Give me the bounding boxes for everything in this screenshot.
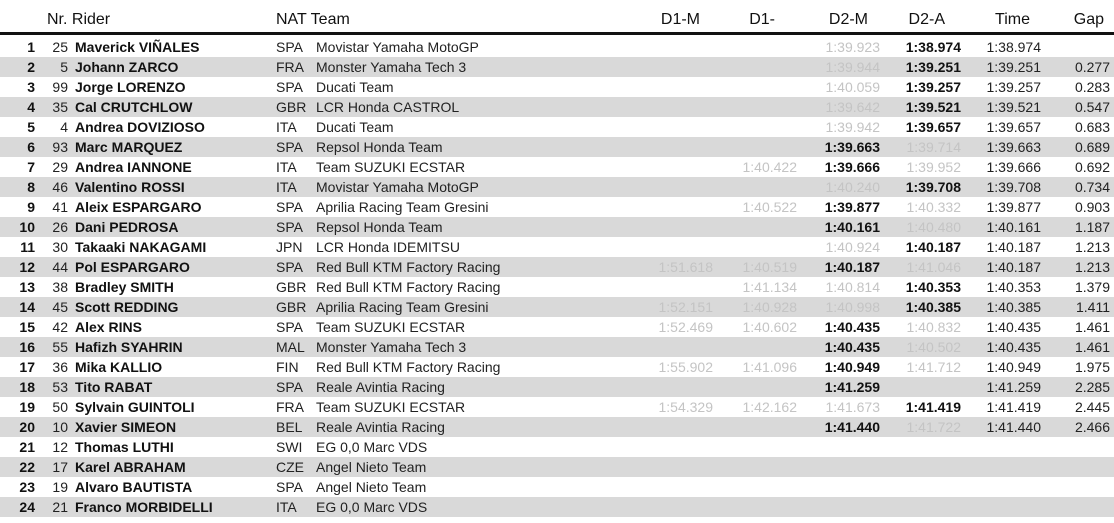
rider-number: 42 [52, 319, 68, 335]
table-row [0, 437, 1114, 457]
nationality: JPN [276, 239, 303, 255]
rider-number: 25 [52, 39, 68, 55]
d1-time: 1:41.096 [742, 359, 797, 375]
nationality: GBR [276, 299, 307, 315]
team-name: Red Bull KTM Factory Racing [316, 359, 501, 375]
rider-name: Sylvain GUINTOLI [75, 399, 195, 415]
d2a-time: 1:41.722 [906, 419, 961, 435]
header-time: Time [995, 11, 1030, 28]
gap: 0.903 [1074, 199, 1110, 215]
rider-number: 44 [52, 259, 68, 275]
best-time: 1:38.974 [986, 39, 1041, 55]
team-name: Repsol Honda Team [316, 219, 443, 235]
rider-name: Karel ABRAHAM [75, 459, 186, 475]
team-name: Angel Nieto Team [316, 459, 427, 475]
team-name: Angel Nieto Team [316, 479, 427, 495]
d1m-time: 1:51.618 [658, 259, 713, 275]
rider-name: Scott REDDING [75, 299, 179, 315]
position: 17 [19, 359, 35, 375]
d2m-time: 1:40.998 [825, 299, 880, 315]
best-time: 1:39.877 [986, 199, 1041, 215]
table-row [0, 237, 1114, 257]
gap: 0.283 [1074, 79, 1110, 95]
header-d1m: D1-M [660, 11, 700, 28]
d2m-time: 1:39.877 [824, 199, 880, 215]
header-d2a: D2-A [908, 11, 945, 28]
nationality: SPA [276, 319, 303, 335]
position: 14 [19, 299, 35, 315]
d2a-time: 1:40.187 [905, 239, 961, 255]
position: 23 [19, 479, 35, 495]
d2m-time: 1:39.942 [825, 119, 880, 135]
team-name: LCR Honda CASTROL [316, 99, 460, 115]
d2a-time: 1:39.708 [905, 179, 961, 195]
nationality: CZE [276, 459, 304, 475]
nationality: ITA [276, 179, 297, 195]
rider-number: 4 [60, 119, 68, 135]
position: 8 [27, 179, 35, 195]
best-time: 1:40.187 [986, 239, 1041, 255]
rider-name: Mika KALLIO [75, 359, 163, 375]
position: 13 [19, 279, 35, 295]
gap: 0.277 [1074, 59, 1110, 75]
best-time: 1:40.161 [986, 219, 1041, 235]
best-time: 1:40.353 [986, 279, 1041, 295]
table-row [0, 417, 1114, 437]
rider-name: Xavier SIMEON [75, 419, 177, 435]
nationality: GBR [276, 279, 307, 295]
d2a-time: 1:39.251 [905, 59, 961, 75]
d1-time: 1:42.162 [742, 399, 797, 415]
header-d1: D1- [749, 11, 775, 28]
d2m-time: 1:40.924 [825, 239, 880, 255]
d1-time: 1:40.519 [742, 259, 797, 275]
team-name: EG 0,0 Marc VDS [316, 439, 428, 455]
position: 22 [19, 459, 35, 475]
rider-number: 38 [52, 279, 68, 295]
best-time: 1:40.435 [986, 319, 1041, 335]
gap: 0.547 [1074, 99, 1110, 115]
table-row [0, 477, 1114, 497]
position: 19 [19, 399, 35, 415]
best-time: 1:39.663 [986, 139, 1041, 155]
gap: 1.411 [1076, 299, 1110, 315]
table-row [0, 337, 1114, 357]
nationality: FRA [276, 59, 304, 75]
rider-name: Aleix ESPARGARO [75, 199, 202, 215]
header-nat-team: NAT Team [276, 11, 350, 28]
table-row [0, 397, 1114, 417]
rider-number: 93 [52, 139, 68, 155]
table-row [0, 117, 1114, 137]
d2a-time: 1:40.480 [906, 219, 961, 235]
team-name: Movistar Yamaha MotoGP [316, 39, 479, 55]
table-row [0, 217, 1114, 237]
best-time: 1:39.657 [986, 119, 1041, 135]
best-time: 1:40.435 [986, 339, 1041, 355]
best-time: 1:41.259 [986, 379, 1041, 395]
gap: 1.461 [1074, 339, 1110, 355]
rider-number: 99 [52, 79, 68, 95]
rider-number: 53 [52, 379, 68, 395]
rider-name: Franco MORBIDELLI [75, 499, 213, 515]
nationality: SPA [276, 79, 303, 95]
table-row [0, 357, 1114, 377]
rider-number: 30 [52, 239, 68, 255]
gap: 1.187 [1074, 219, 1110, 235]
position: 1 [27, 39, 35, 55]
position: 10 [19, 219, 35, 235]
position: 12 [19, 259, 35, 275]
position: 11 [20, 239, 35, 255]
rider-number: 5 [60, 59, 68, 75]
table-row [0, 377, 1114, 397]
nationality: GBR [276, 99, 307, 115]
d2a-time: 1:39.952 [906, 159, 961, 175]
nationality: BEL [276, 419, 303, 435]
table-row [0, 157, 1114, 177]
d2m-time: 1:40.949 [824, 359, 880, 375]
table-row [0, 297, 1114, 317]
gap: 2.285 [1074, 379, 1110, 395]
nationality: SPA [276, 39, 303, 55]
best-time: 1:39.708 [986, 179, 1041, 195]
rider-number: 41 [52, 199, 68, 215]
rider-name: Alvaro BAUTISTA [75, 479, 193, 495]
rider-name: Dani PEDROSA [75, 219, 179, 235]
d2m-time: 1:40.059 [825, 79, 880, 95]
position: 20 [19, 419, 35, 435]
team-name: Movistar Yamaha MotoGP [316, 179, 479, 195]
position: 18 [19, 379, 35, 395]
d2a-time: 1:39.657 [905, 119, 961, 135]
best-time: 1:40.385 [986, 299, 1041, 315]
rider-name: Valentino ROSSI [75, 179, 185, 195]
d2a-time: 1:38.974 [905, 39, 961, 55]
table-row [0, 57, 1114, 77]
rider-number: 45 [52, 299, 68, 315]
d2a-time: 1:41.419 [905, 399, 961, 415]
rider-number: 50 [52, 399, 68, 415]
rider-number: 12 [52, 439, 68, 455]
table-row [0, 317, 1114, 337]
team-name: Reale Avintia Racing [316, 419, 445, 435]
rider-name: Tito RABAT [75, 379, 153, 395]
table-row [0, 257, 1114, 277]
best-time: 1:39.521 [986, 99, 1041, 115]
rider-number: 55 [52, 339, 68, 355]
nationality: SPA [276, 379, 303, 395]
d2m-time: 1:39.666 [824, 159, 880, 175]
table-row [0, 497, 1114, 517]
team-name: Reale Avintia Racing [316, 379, 445, 395]
team-name: Repsol Honda Team [316, 139, 443, 155]
table-row [0, 197, 1114, 217]
nationality: ITA [276, 499, 297, 515]
d1m-time: 1:55.902 [658, 359, 713, 375]
rider-name: Pol ESPARGARO [75, 259, 190, 275]
d2m-time: 1:41.259 [824, 379, 880, 395]
gap: 1.461 [1074, 319, 1110, 335]
rider-name: Jorge LORENZO [75, 79, 186, 95]
best-time: 1:41.440 [986, 419, 1041, 435]
gap: 1.975 [1074, 359, 1110, 375]
team-name: Team SUZUKI ECSTAR [316, 159, 466, 175]
rider-name: Thomas LUTHI [75, 439, 174, 455]
gap: 0.734 [1074, 179, 1110, 195]
best-time: 1:39.251 [986, 59, 1041, 75]
nationality: SWI [276, 439, 303, 455]
table-row [0, 97, 1114, 117]
position: 6 [27, 139, 35, 155]
best-time: 1:40.949 [986, 359, 1041, 375]
d1m-time: 1:52.469 [658, 319, 713, 335]
rider-number: 10 [52, 419, 68, 435]
table-row [0, 457, 1114, 477]
d2a-time: 1:39.714 [906, 139, 961, 155]
position: 4 [27, 99, 35, 115]
d2a-time: 1:40.832 [906, 319, 961, 335]
team-name: Red Bull KTM Factory Racing [316, 279, 501, 295]
gap: 0.692 [1074, 159, 1110, 175]
d2m-time: 1:41.440 [824, 419, 880, 435]
d2a-time: 1:39.257 [905, 79, 961, 95]
rider-name: Andrea DOVIZIOSO [75, 119, 205, 135]
d2m-time: 1:39.944 [825, 59, 880, 75]
d1-time: 1:40.928 [742, 299, 797, 315]
best-time: 1:41.419 [986, 399, 1041, 415]
gap: 2.445 [1074, 399, 1110, 415]
table-row [0, 177, 1114, 197]
position: 21 [19, 439, 35, 455]
rider-name: Andrea IANNONE [75, 159, 192, 175]
gap: 2.466 [1074, 419, 1110, 435]
rider-name: Maverick VIÑALES [75, 39, 200, 55]
position: 3 [27, 79, 35, 95]
nationality: SPA [276, 259, 303, 275]
rider-name: Marc MARQUEZ [75, 139, 183, 155]
team-name: Monster Yamaha Tech 3 [316, 59, 467, 75]
table-row [0, 77, 1114, 97]
rider-name: Johann ZARCO [75, 59, 179, 75]
d2m-time: 1:39.642 [825, 99, 880, 115]
position: 15 [19, 319, 35, 335]
team-name: Ducati Team [316, 79, 394, 95]
rider-number: 29 [52, 159, 68, 175]
team-name: EG 0,0 Marc VDS [316, 499, 428, 515]
gap: 0.683 [1074, 119, 1110, 135]
rider-name: Takaaki NAKAGAMI [75, 239, 207, 255]
team-name: Monster Yamaha Tech 3 [316, 339, 467, 355]
rider-number: 21 [52, 499, 68, 515]
position: 9 [27, 199, 35, 215]
rider-name: Cal CRUTCHLOW [75, 99, 193, 115]
team-name: Aprilia Racing Team Gresini [316, 199, 489, 215]
table-row [0, 37, 1114, 57]
rider-name: Bradley SMITH [75, 279, 174, 295]
d1-time: 1:40.522 [742, 199, 797, 215]
d2a-time: 1:40.353 [905, 279, 961, 295]
position: 2 [27, 59, 35, 75]
d2a-time: 1:40.332 [906, 199, 961, 215]
d2a-time: 1:41.712 [906, 359, 961, 375]
table-row [0, 277, 1114, 297]
d2m-time: 1:39.663 [824, 139, 880, 155]
rider-number: 36 [52, 359, 68, 375]
d1-time: 1:40.422 [742, 159, 797, 175]
team-name: Team SUZUKI ECSTAR [316, 319, 466, 335]
d2a-time: 1:39.521 [905, 99, 961, 115]
d2m-time: 1:40.814 [825, 279, 880, 295]
d1m-time: 1:54.329 [658, 399, 713, 415]
d2m-time: 1:39.923 [825, 39, 880, 55]
d2a-time: 1:40.385 [905, 299, 961, 315]
header-d2m: D2-M [828, 11, 868, 28]
nationality: SPA [276, 139, 303, 155]
position: 16 [19, 339, 35, 355]
best-time: 1:40.187 [986, 259, 1041, 275]
d1m-time: 1:52.151 [658, 299, 713, 315]
d2m-time: 1:40.161 [824, 219, 880, 235]
d2m-time: 1:40.240 [825, 179, 880, 195]
team-name: Ducati Team [316, 119, 394, 135]
header-gap: Gap [1073, 11, 1104, 28]
rider-number: 46 [52, 179, 68, 195]
team-name: Team SUZUKI ECSTAR [316, 399, 466, 415]
rider-name: Hafizh SYAHRIN [75, 339, 183, 355]
rider-number: 26 [52, 219, 68, 235]
rider-number: 17 [52, 459, 68, 475]
gap: 1.213 [1074, 239, 1110, 255]
position: 7 [27, 159, 35, 175]
d2a-time: 1:40.502 [906, 339, 961, 355]
nationality: MAL [276, 339, 305, 355]
rider-number: 19 [52, 479, 68, 495]
position: 24 [19, 499, 35, 515]
rider-number: 35 [52, 99, 68, 115]
d1-time: 1:40.602 [742, 319, 797, 335]
rider-name: Alex RINS [75, 319, 142, 335]
d2m-time: 1:40.435 [824, 319, 880, 335]
d2m-time: 1:41.673 [825, 399, 880, 415]
nationality: FRA [276, 399, 304, 415]
nationality: ITA [276, 159, 297, 175]
d2a-time: 1:41.046 [906, 259, 961, 275]
position: 5 [27, 119, 35, 135]
gap: 1.379 [1074, 279, 1110, 295]
team-name: Aprilia Racing Team Gresini [316, 299, 489, 315]
d1-time: 1:41.134 [742, 279, 797, 295]
nationality: SPA [276, 199, 303, 215]
table-row [0, 137, 1114, 157]
best-time: 1:39.666 [986, 159, 1041, 175]
table-header [0, 0, 1114, 35]
d2m-time: 1:40.187 [824, 259, 880, 275]
nationality: FIN [276, 359, 299, 375]
team-name: LCR Honda IDEMITSU [316, 239, 460, 255]
gap: 1.213 [1074, 259, 1110, 275]
header-nr-rider: Nr. Rider [47, 11, 111, 28]
nationality: ITA [276, 119, 297, 135]
nationality: SPA [276, 219, 303, 235]
d2m-time: 1:40.435 [824, 339, 880, 355]
gap: 0.689 [1074, 139, 1110, 155]
team-name: Red Bull KTM Factory Racing [316, 259, 501, 275]
nationality: SPA [276, 479, 303, 495]
best-time: 1:39.257 [986, 79, 1041, 95]
